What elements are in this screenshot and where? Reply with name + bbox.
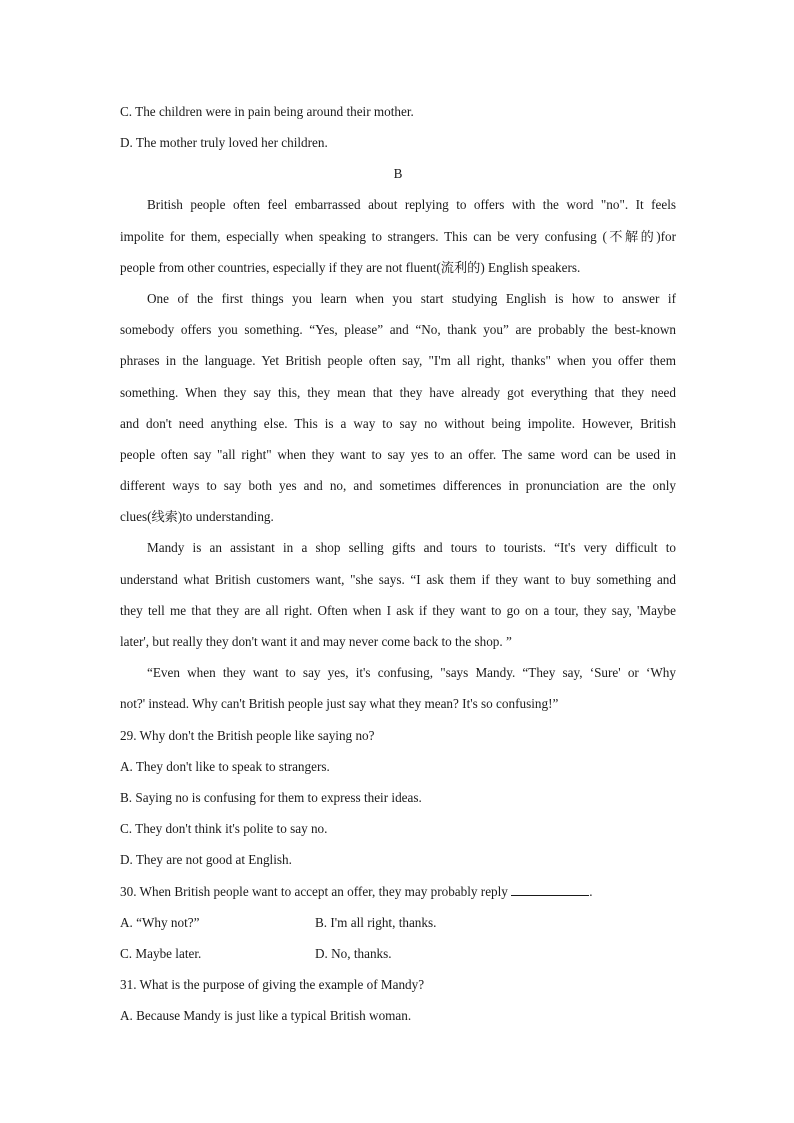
answer-blank [511,883,589,896]
question-29-stem: 29. Why don't the British people like saying no? [120,728,375,743]
question-29-option-b: B. Saying no is confusing for them to express their ideas. [120,790,422,805]
passage-p2-line1: One of the first things you learn when you start studying English is how to answer if [147,291,676,306]
question-30-option-c: C. Maybe later. [120,946,202,961]
section-label: B [393,166,403,181]
question-30-stem: 30. When British people want to accept an offer, they may probably reply [120,884,508,899]
question-29-option-c: C. They don't think it's polite to say no. [120,821,328,836]
passage-p3-line4: later', but really they don't want it and may never come back to the shop. ” [120,634,512,649]
question-30-row-ab [120,914,676,932]
passage-p2-line4: something. When they say this, they mean that they have already got everything that they need [120,385,676,400]
question-31-stem: 31. What is the purpose of giving the example of Mandy? [120,977,425,992]
passage-p1-line1: British people often feel embarrassed about replying to offers with the word "no". It feels [147,197,676,212]
passage-p2-line3: phrases in the language. Yet British people often say, "I'm all right, thanks" when you offer them [120,353,676,368]
passage-p3-line1: Mandy is an assistant in a shop selling gifts and tours to tourists. “It's very difficult to [147,540,676,555]
question-30-option-b: B. I'm all right, thanks. [315,915,437,930]
question-30-stem-line [120,883,676,901]
option-d-prev: D. The mother truly loved her children. [120,135,328,150]
passage-p2-line6: people often say "all right" when they want to say yes to an offer. The same word can be used in [120,447,676,462]
passage-p3-line3: they tell me that they are all right. Often when I ask if they want to go on a tour, they say, 'Maybe [120,603,676,618]
passage-p2-line7: different ways to say both yes and no, and sometimes differences in pronunciation are the only [120,478,676,493]
passage-p4-line1: “Even when they want to say yes, it's confusing, "says Mandy. “They say, ‘Sure' or ‘Why [147,665,676,680]
question-30-option-d: D. No, thanks. [315,946,392,961]
question-30-option-a: A. “Why not?” [120,915,200,930]
passage-p2-line5: and don't need anything else. This is a way to say no without being impolite. However, British [120,416,676,431]
option-c-prev: C. The children were in pain being around their mother. [120,104,414,119]
passage-p3-line2: understand what British customers want, "she says. “I ask them if they want to buy something and [120,572,676,587]
passage-p1-line3: people from other countries, especially if they are not fluent(流利的) English speakers. [120,260,581,275]
passage-p4-line2: not?' instead. Why can't British people just say what they mean? It's so confusing!” [120,696,559,711]
question-30-stem-end: . [589,884,593,899]
question-31-option-a: A. Because Mandy is just like a typical British woman. [120,1008,412,1023]
question-29-option-d: D. They are not good at English. [120,852,292,867]
passage-p2-line8: clues(线索)to understanding. [120,509,274,524]
passage-p2-line2: somebody offers you something. “Yes, please” and “No, thank you” are probably the best-known [120,322,676,337]
question-29-option-a: A. They don't like to speak to strangers. [120,759,330,774]
passage-p1-line2: impolite for them, especially when speaking to strangers. This can be very confusing (不解的)for [120,229,676,244]
question-30-row-cd [120,945,676,963]
